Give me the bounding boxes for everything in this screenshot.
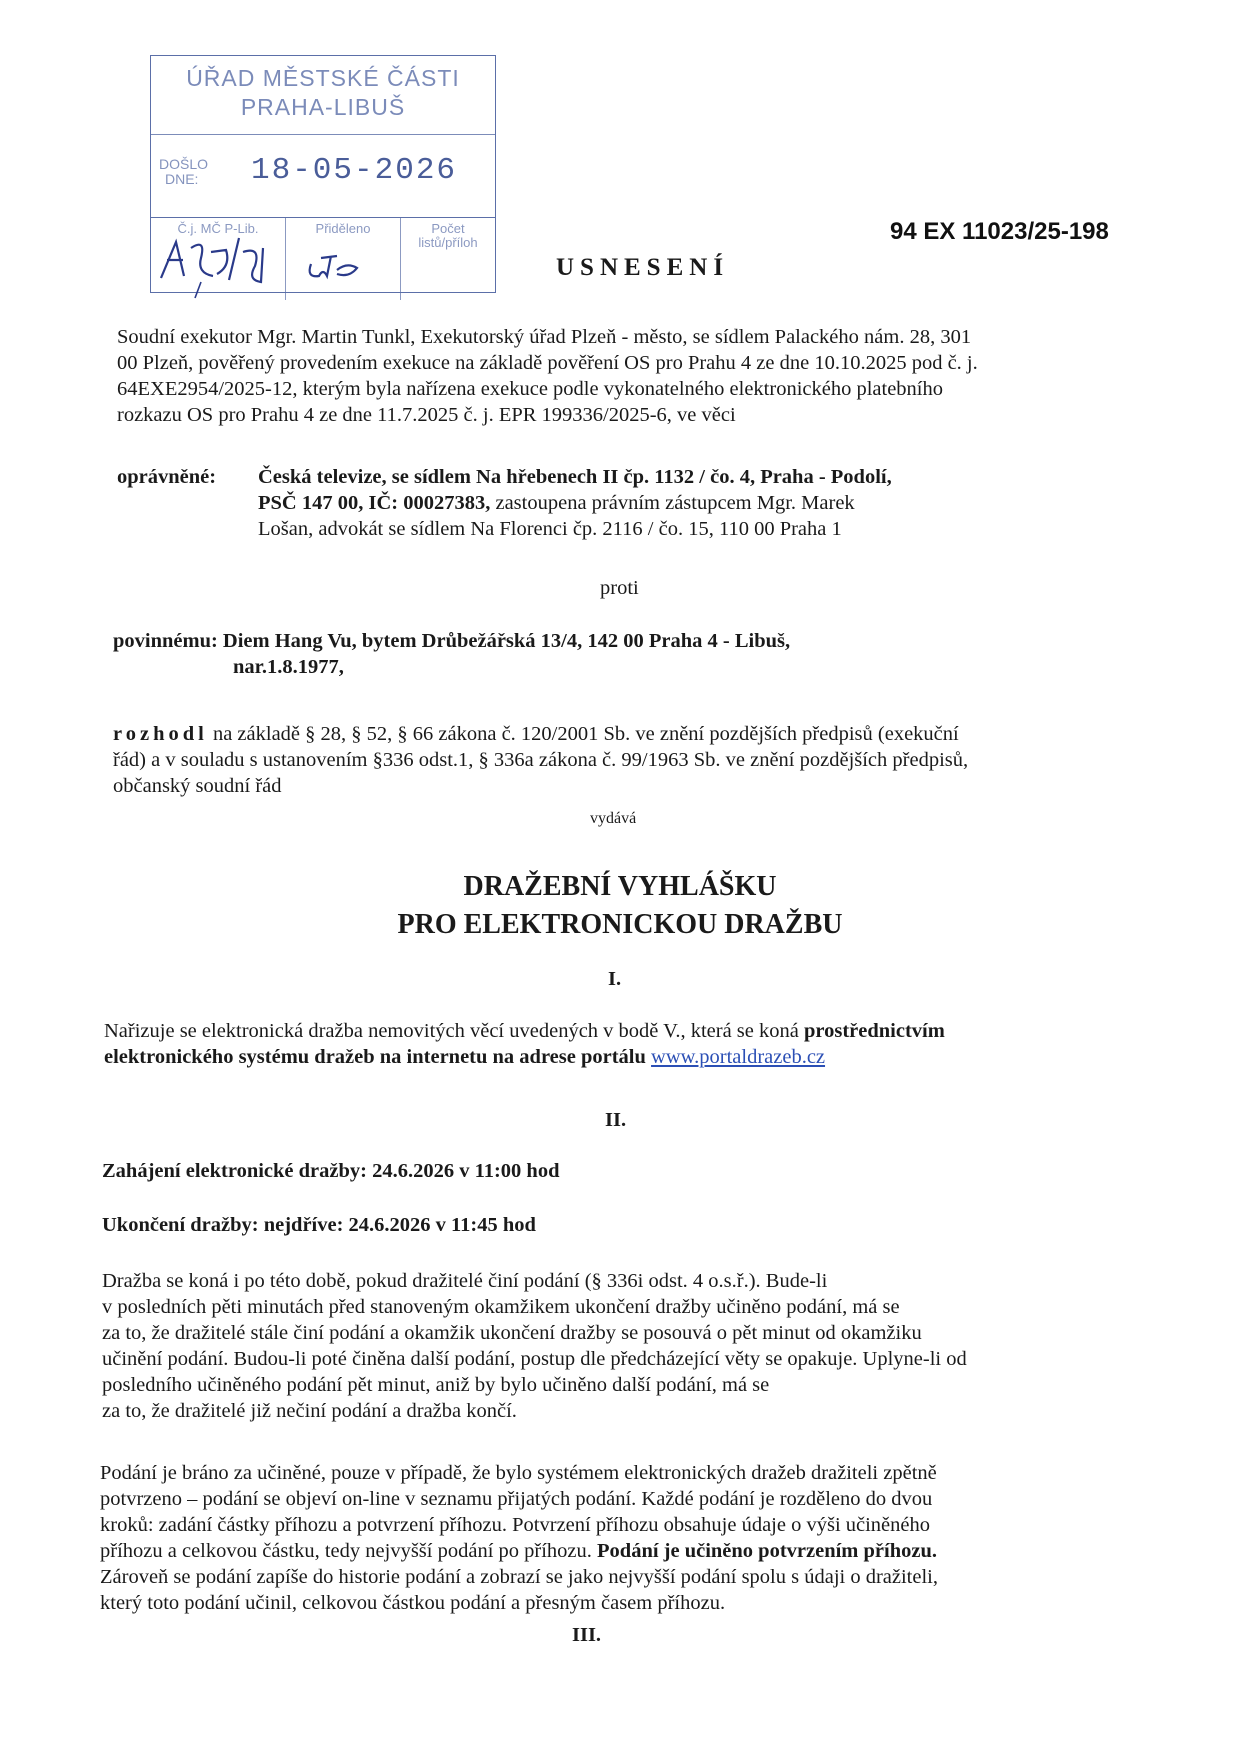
registry-stamp (150, 55, 496, 293)
stamp-col-count-label-1: Počet (431, 221, 465, 236)
section-1-numeral: I. (608, 968, 622, 990)
section-2-p2-line-2: potvrzeno – podání se objeví on-line v seznamu přijatých podání. Každé podání je rozděleno do dvou (100, 1488, 933, 1510)
section-2-numeral: II. (605, 1109, 627, 1131)
intro-paragraph (117, 324, 1147, 428)
main-title-line-2: PRO ELEKTRONICKOU DRAŽBU (397, 909, 843, 940)
section-2-p2-line-3: kroků: zadání částky příhozu a potvrzení příhozu. Potvrzení příhozu obsahuje údaje o výši učiněného (100, 1514, 931, 1536)
debtor-line-2: nar.1.8.1977, (233, 656, 344, 678)
creditor-line-2-rest: zastoupena právním zástupcem Mgr. Marek (490, 492, 855, 514)
main-title-line-1: DRAŽEBNÍ VYHLÁŠKU (463, 871, 777, 902)
stamp-received-label-1: DOŠLO (159, 156, 209, 172)
stamp-col-ref-label: Č.j. MČ P-Lib. (177, 221, 259, 236)
main-title (260, 868, 980, 944)
decision-paragraph (113, 721, 1143, 799)
stamp-office-line1: ÚŘAD MĚSTSKÉ ČÁSTI (186, 65, 460, 91)
decision-line-1-rest: na základě § 28, § 52, § 66 zákona č. 120/2001 Sb. ve znění pozdějších předpisů (exekuční (207, 723, 959, 745)
stamp-office-name (151, 56, 495, 135)
intro-line-3: 64EXE2954/2025-12, kterým byla nařízena exekuce podle vykonatelného elektronického platebního (117, 378, 943, 400)
stamp-office-line2: PRAHA-LIBUŠ (240, 94, 406, 120)
stamp-received-date: 18-05-2026 (251, 153, 458, 188)
section-2-p1-line-2: v posledních pěti minutách před stanoveným okamžikem ukončení dražby učiněno podání, má se (102, 1296, 900, 1318)
stamp-col-count-label-2: listů/příloh (418, 235, 478, 250)
debtor-block (113, 628, 1113, 680)
creditor-line-2-bold: PSČ 147 00, IČ: 00027383, (258, 492, 491, 514)
section-2-p1-line-5: posledního učiněného podání pět minut, aniž by bylo učiněno další podání, má se (102, 1374, 770, 1396)
section-2-p1-line-6: za to, že dražitelé již nečiní podání a dražba končí. (102, 1400, 517, 1422)
section-2-p2-line-4-bold: Podání je učiněno potvrzením příhozu. (597, 1540, 937, 1562)
intro-line-4: rozkazu OS pro Prahu 4 ze dne 11.7.2025 č. j. EPR 199336/2025-6, ve věci (117, 404, 736, 426)
section-2-p2-line-4-normal: příhozu a celkovou částku, tedy nejvyšší podání po příhozu. (100, 1540, 598, 1562)
section-2-paragraph-2 (100, 1460, 1160, 1616)
intro-line-2: 00 Plzeň, pověřený provedením exekuce na základě pověření OS pro Prahu 4 ze dne 10.10.2025 pod č. j. (117, 352, 978, 374)
portal-link[interactable]: www.portaldrazeb.cz (651, 1046, 826, 1068)
creditor-block (258, 464, 1058, 542)
handwritten-signature (151, 218, 495, 300)
vydava-text: vydává (590, 810, 637, 827)
intro-line-1: Soudní exekutor Mgr. Martin Tunkl, Exekutorský úřad Plzeň - město, se sídlem Palackého nám. 28, 301 (117, 326, 972, 348)
creditor-line-1: Česká televize, se sídlem Na hřebenech II čp. 1132 / čo. 4, Praha - Podolí, (258, 466, 892, 488)
section-2-p2-line-4 (100, 1538, 1160, 1564)
stamp-date-row (151, 135, 495, 218)
document-title: USNESENÍ (556, 254, 730, 281)
creditor-label: oprávněné: (117, 466, 217, 488)
decision-line-2: řád) a v souladu s ustanovením §336 odst.1, § 336a zákona č. 99/1963 Sb. ve znění pozdějších předpisů, (113, 749, 969, 771)
decision-line-3: občanský soudní řád (113, 775, 282, 797)
decision-rozhodl: rozhodl (113, 723, 208, 745)
section-2-paragraph-1 (102, 1268, 1162, 1424)
section-1-paragraph (104, 1018, 1164, 1070)
creditor-line-2 (258, 490, 1058, 516)
debtor-line-1: povinnému: Diem Hang Vu, bytem Drůbežářská 13/4, 142 00 Praha 4 - Libuš, (113, 630, 791, 652)
section-2-p1-line-3: za to, že dražitelé stále činí podání a okamžik ukončení dražby se posouvá o pět minut od okamžiku (102, 1322, 922, 1344)
section-1-line-2-bold: elektronického systému dražeb na internetu na adrese portálu (104, 1046, 652, 1068)
section-1-line-2 (104, 1044, 1164, 1070)
stamp-grid (151, 218, 495, 300)
section-2-p2-line-6: který toto podání učinil, celkovou částkou podání a přesným časem příhozu. (100, 1592, 726, 1614)
section-1-line-1-normal: Nařizuje se elektronická dražba nemovitých věcí uvedených v bodě V., která se koná (104, 1020, 804, 1042)
section-2-p2-line-1: Podání je bráno za učiněné, pouze v případě, že bylo systémem elektronických dražeb dražiteli zpětně (100, 1462, 937, 1484)
creditor-line-3: Lošan, advokát se sídlem Na Florenci čp. 2116 / čo. 15, 110 00 Praha 1 (258, 518, 842, 540)
section-2-p1-line-1: Dražba se koná i po této době, pokud dražitelé činí podání (§ 336i odst. 4 o.s.ř.). Bude-li (102, 1270, 828, 1292)
section-2-p1-line-4: učinění podání. Budou-li poté činěna další podání, postup dle předcházející věty se opakuje. Uplyne-li od (102, 1348, 967, 1370)
section-2-p2-line-5: Zároveň se podání zapíše do historie podání a zobrazí se jako nejvyšší podání spolu s údaji o dražiteli, (100, 1566, 938, 1588)
stamp-received-label-2: DNE: (165, 171, 199, 187)
decision-line-1 (113, 721, 1143, 747)
stamp-col-assigned-label: Přiděleno (315, 221, 371, 236)
section-1-line-1-bold: prostřednictvím (803, 1020, 945, 1042)
auction-end: Ukončení dražby: nejdříve: 24.6.2026 v 11:45 hod (102, 1214, 536, 1236)
section-3-numeral: III. (572, 1624, 602, 1646)
auction-start: Zahájení elektronické dražby: 24.6.2026 v 11:00 hod (102, 1160, 560, 1182)
section-1-line-1 (104, 1018, 1164, 1044)
stamp-received-label (159, 157, 208, 187)
case-number: 94 EX 11023/25-198 (890, 218, 1109, 245)
proti-text: proti (600, 577, 639, 599)
